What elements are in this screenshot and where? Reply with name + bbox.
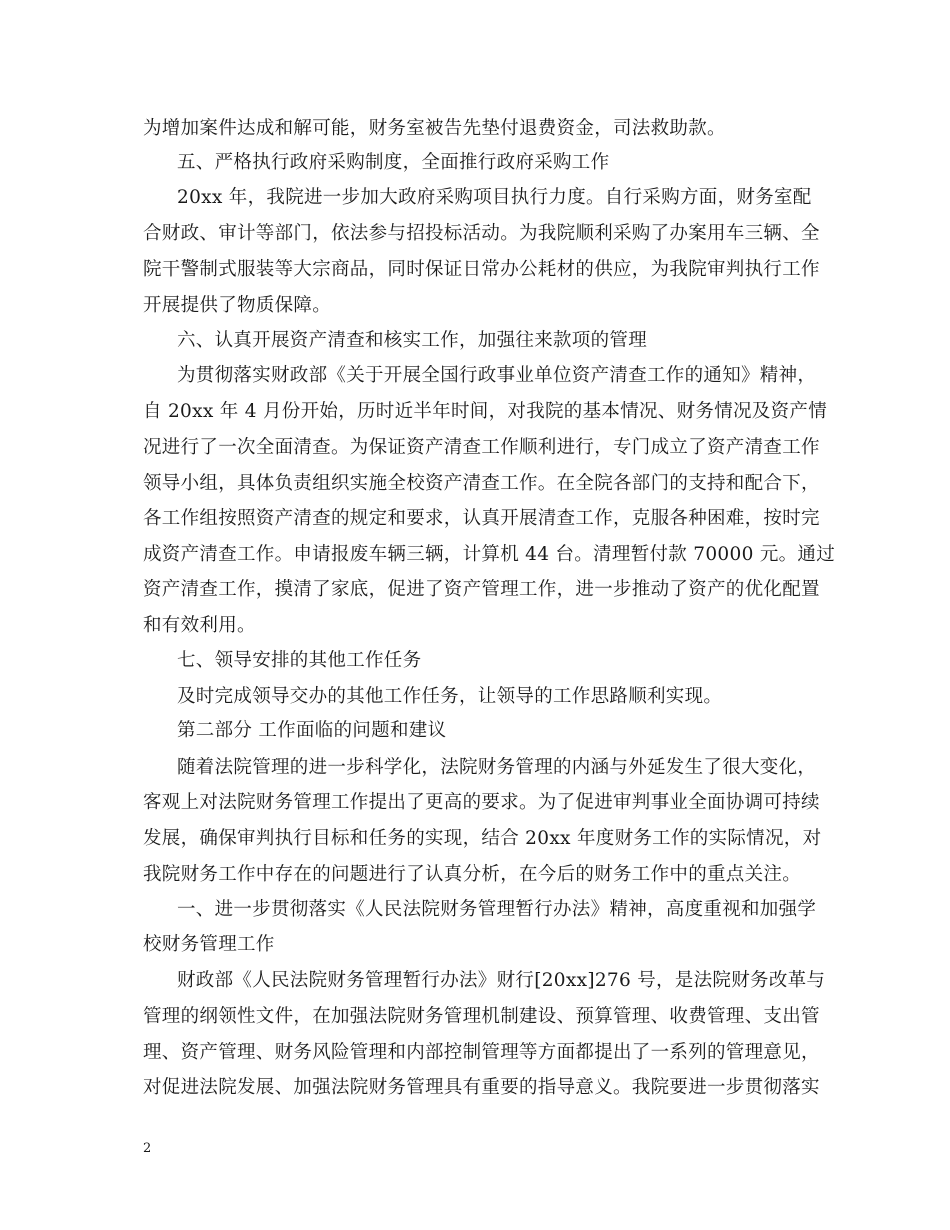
body-text-line: 况进行了一次全面清查。为保证资产清查工作顺利进行，专门成立了资产清查工作 bbox=[143, 437, 820, 458]
body-text-line: 理、资产管理、财务风险管理和内部控制管理等方面都提出了一系列的管理意见， bbox=[143, 1042, 820, 1063]
body-text-line: 合财政、审计等部门，依法参与招投标活动。为我院顺利采购了办案用车三辆、全 bbox=[143, 223, 820, 244]
page-number: 2 bbox=[143, 1141, 152, 1156]
body-text-line: 自 20xx 年 4 月份开始，历时近半年时间，对我院的基本情况、财务情况及资产情 bbox=[143, 401, 828, 422]
section-heading-5: 五、严格执行政府采购制度，全面推行政府采购工作 bbox=[177, 152, 610, 173]
body-text-line: 20xx 年，我院进一步加大政府采购项目执行力度。自行采购方面，财务室配 bbox=[177, 187, 812, 208]
body-text-line: 我院财务工作中存在的问题进行了认真分析，在今后的财务工作中的重点关注。 bbox=[143, 864, 802, 885]
body-text-line: 各工作组按照资产清查的规定和要求，认真开展清查工作，克服各种困难，按时完 bbox=[143, 508, 820, 529]
body-text-line: 对促进法院发展、加强法院财务管理具有重要的指导意义。我院要进一步贯彻落实 bbox=[143, 1077, 820, 1098]
body-text-line: 及时完成领导交办的其他工作任务，让领导的工作思路顺利实现。 bbox=[177, 686, 723, 707]
body-text-line: 为增加案件达成和解可能，财务室被告先垫付退费资金，司法救助款。 bbox=[143, 118, 726, 139]
body-text-line: 随着法院管理的进一步科学化，法院财务管理的内涵与外延发生了很大变化， bbox=[177, 757, 817, 778]
body-text-line: 财政部《人民法院财务管理暂行办法》财行[20xx]276 号，是法院财务改革与 bbox=[177, 970, 826, 991]
body-text-line: 和有效利用。 bbox=[143, 615, 256, 636]
body-text-line: 领导小组，具体负责组织实施全校资产清查工作。在全院各部门的支持和配合下， bbox=[143, 473, 820, 494]
body-text-line: 发展，确保审判执行目标和任务的实现，结合 20xx 年度财务工作的实际情况，对 bbox=[143, 828, 822, 849]
body-text-line: 客观上对法院财务管理工作提出了更高的要求。为了促进审判事业全面协调可持续 bbox=[143, 792, 820, 813]
body-text-line: 开展提供了物质保障。 bbox=[143, 295, 332, 316]
body-text-line: 管理的纲领性文件，在加强法院财务管理机制建设、预算管理、收费管理、支出管 bbox=[143, 1006, 820, 1027]
section-heading-6: 六、认真开展资产清查和核实工作，加强往来款项的管理 bbox=[177, 330, 648, 351]
body-text-line: 院干警制式服装等大宗商品，同时保证日常办公耗材的供应，为我院审判执行工作 bbox=[143, 259, 820, 280]
subsection-heading-1-cont: 校财务管理工作 bbox=[143, 934, 275, 955]
body-text-line: 资产清查工作，摸清了家底，促进了资产管理工作，进一步推动了资产的优化配置 bbox=[143, 579, 820, 600]
part-heading-2: 第二部分 工作面临的问题和建议 bbox=[177, 720, 447, 741]
body-text-line: 为贯彻落实财政部《关于开展全国行政事业单位资产清查工作的通知》精神， bbox=[177, 365, 817, 386]
section-heading-7: 七、领导安排的其他工作任务 bbox=[177, 650, 422, 671]
body-text-line: 成资产清查工作。申请报废车辆三辆，计算机 44 台。清理暂付款 70000 元。通过 bbox=[143, 544, 836, 565]
subsection-heading-1: 一、进一步贯彻落实《人民法院财务管理暂行办法》精神，高度重视和加强学 bbox=[177, 899, 817, 920]
